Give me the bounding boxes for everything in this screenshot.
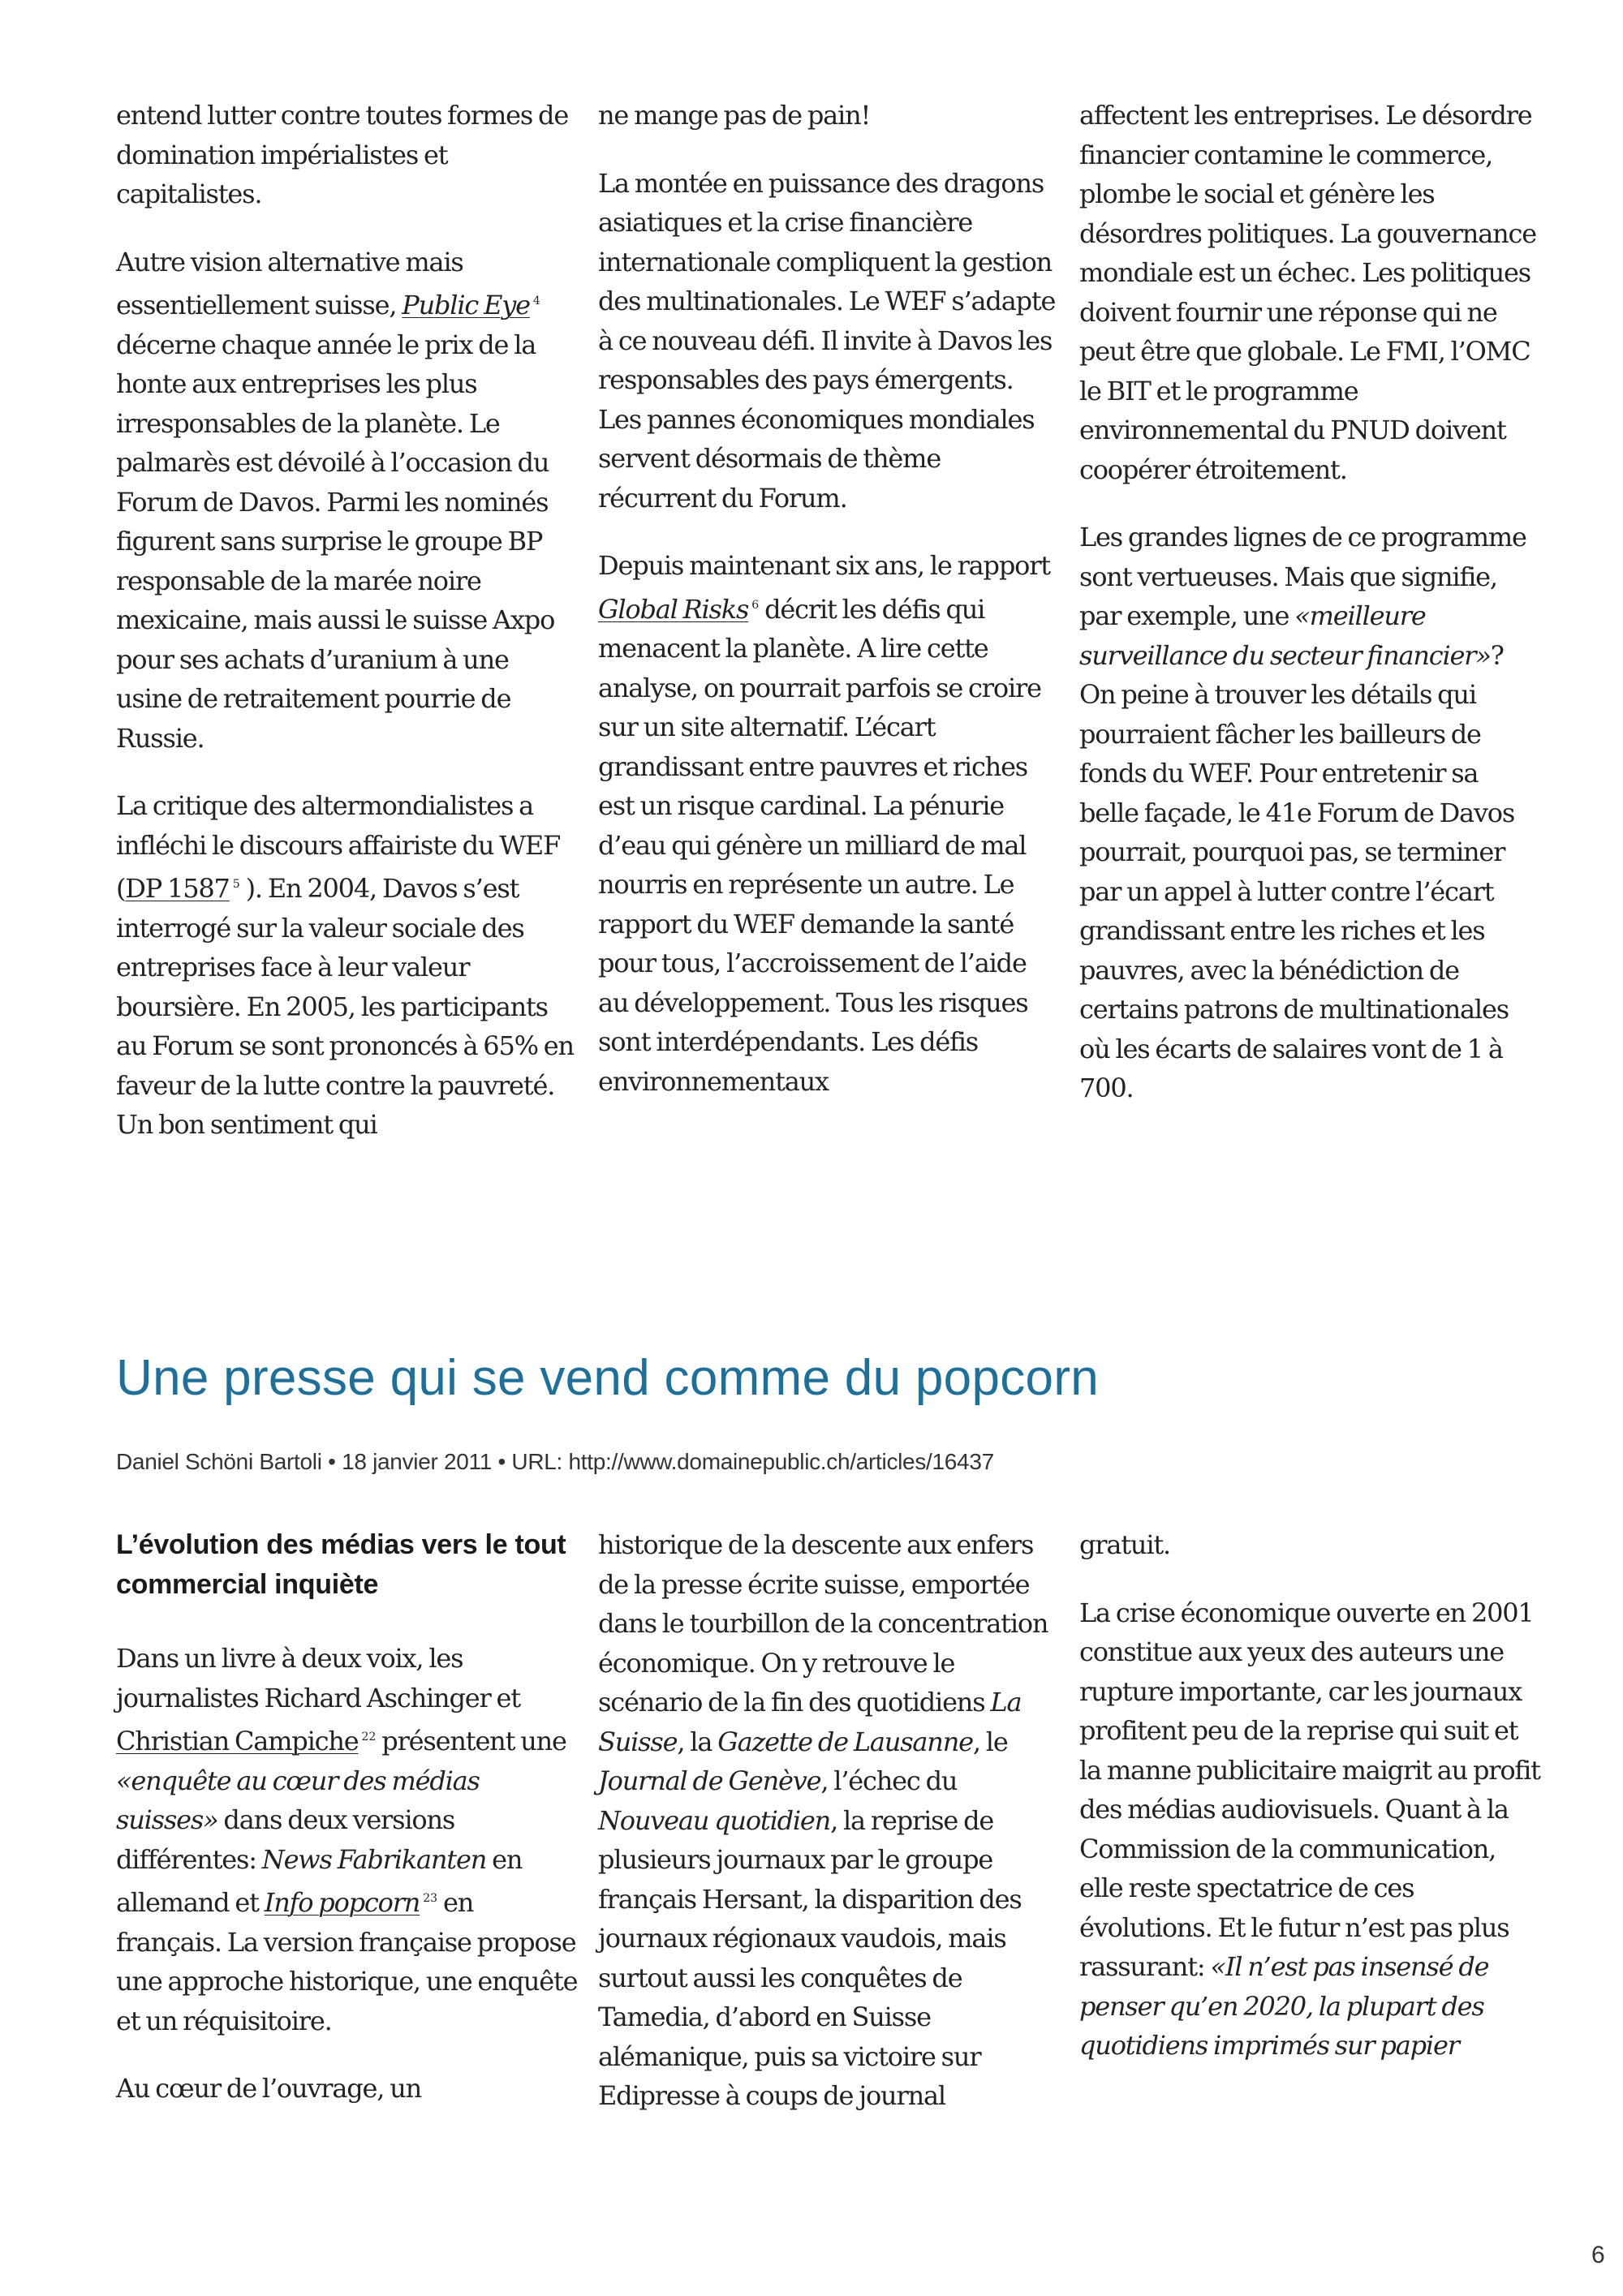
dp-1587-link[interactable]: DP 1587	[125, 873, 230, 904]
info-popcorn-link[interactable]: Info popcorn	[264, 1887, 420, 1918]
footnote-ref: 5	[232, 878, 240, 891]
footnote-ref: 4	[532, 295, 540, 307]
paragraph: La montée en puissance des dragons asiatiques et la crise financière internationale compliquent la gestion des multinationales. Le WEF s’adapte à ce nouveau défi. Il invite à Davos les responsables des pays émergents. Les pannes économiques mondiales servent désormais de thème récurrent du Forum.	[598, 167, 1056, 514]
newspaper-title: Gazette de Lausanne	[717, 1726, 973, 1757]
paragraph: Autre vision alternative mais essentiellement suisse, Public Eye $^4$ décerne chaque année le prix de la honte aux entreprises les plus irresponsables de la planète. Le palmarès est dévoilé à l’occasion du Forum de Davos. Parmi les nominés figurent sans surprise le groupe BP responsable de la marée noire mexicaine, mais aussi le suisse Axpo pour ses achats d’uranium à une usine de retraitement pourrie de Russie.	[116, 246, 555, 754]
footnote-ref: 23	[423, 1892, 438, 1905]
quote: «Il n’est pas insensé de penser qu’en 2020, la plupart des quotidiens imprimés sur papier	[1079, 1951, 1489, 2061]
paragraph: La critique des altermondialistes a infléchi le discours affairiste du WEF (DP 1587 $^5$ ). En 2004, Davos s’est interrogé sur la valeur sociale des entreprises face à leur valeur boursière. En 2005, les participants au Forum se sont prononcés à 65% en faveur de la lutte contre la pauvreté. Un bon sentiment qui	[116, 790, 574, 1140]
paragraph: gratuit.	[1079, 1529, 1170, 1560]
page-number: 6	[1591, 2242, 1605, 2268]
footnote-ref: 6	[751, 598, 760, 612]
christian-campiche-link[interactable]: Christian Campiche	[116, 1726, 359, 1756]
paragraph: historique de la descente aux enfers de la presse écrite suisse, emportée dans le tourbillon de la concentration économique. On y retrouve le scénario de la fin des quotidiens La Suisse, la Gazette de Lausanne, le Journal de Genève, l’échec du Nouveau quotidien, la reprise de plusieurs journaux par le groupe français Hersant, la disparition des journaux régionaux vaudois, mais surtout aussi les conquêtes de Tamedia, d’abord en Suisse alémanique, puis sa victoire sur Edipresse à coups de journal	[598, 1529, 1048, 2111]
paragraph: ne mange pas de pain!	[598, 100, 871, 131]
paragraph: Les grandes lignes de ce programme sont vertueuses. Mais que signifie, par exemple, une «meilleure surveillance du secteur financier»? On peine à trouver les détails qui pourraient fâcher les bailleurs de fonds du WEF. Pour entretenir sa belle façade, le 41e Forum de Davos pourrait, pourquoi pas, se terminer par un appel à lutter contre l’écart grandissant entre les riches et les pauvres, avec la bénédiction de certains patrons de multinationales où les écarts de salaires vont de 1 à 700.	[1079, 522, 1526, 1103]
public-eye-link[interactable]: Public Eye	[402, 290, 530, 320]
article-subtitle: L’évolution des médias vers le tout commercial inquiète	[116, 1529, 566, 1600]
paragraph: affectent les entreprises. Le désordre financier contamine le commerce, plombe le social et génère les désordres politiques. La gouvernance mondiale est un échec. Les politiques doivent fournir une réponse qui ne peut être que globale. Le FMI, l’OMC le BIT et le programme environnemental du PNUD doivent coopérer étroitement.	[1079, 100, 1536, 485]
quote: «meilleure surveillance du secteur financier»	[1079, 600, 1491, 671]
article-title: Une presse qui se vend comme du popcorn	[116, 1350, 1100, 1406]
newspaper-title: La Suisse	[598, 1687, 1022, 1757]
article2-column-3	[1079, 1525, 1542, 2066]
book-title: News Fabrikanten	[261, 1843, 487, 1875]
article2-column-2	[598, 1525, 1061, 2116]
newspaper-title: Nouveau quotidien	[598, 1804, 831, 1836]
paragraph: Au cœur de l’ouvrage, un	[116, 2073, 422, 2104]
newspaper-title: Journal de Genève	[598, 1765, 821, 1796]
footnote-ref: 22	[361, 1731, 377, 1743]
article2-column-1	[116, 1525, 579, 2109]
article1-column-2	[598, 96, 1061, 1101]
article1-column-3	[1079, 96, 1542, 1108]
quote: «enquête au cœur des médias suisses»	[116, 1765, 480, 1835]
paragraph: La crise économique ouverte en 2001 constitue aux yeux des auteurs une rupture importante, car les journaux profitent peu de la reprise qui suit et la manne publicitaire maigrit au profit des médias audiovisuels. Quant à la Commission de la communication, elle reste spectatrice de ces évolutions. Et le futur n’est pas plus rassurant: «Il n’est pas insensé de penser qu’en 2020, la plupart des quotidiens imprimés sur papier	[1079, 1597, 1540, 2061]
paragraph: Dans un livre à deux voix, les journalistes Richard Aschinger et Christian Campiche $^{22}$ présentent une «enquête au cœur des médias suisses» dans deux versions différentes: News Fabrikanten en allemand et Info popcorn $^{23}$ en français. La version française propose une approche historique, une enquête et un réquisitoire.	[116, 1643, 578, 2036]
paragraph: Depuis maintenant six ans, le rapport Global Risks $^6$ décrit les défis qui menacent la planète. A lire cette analyse, on pourrait parfois se croire sur un site alternatif. L’écart grandissant entre pauvres et riches est un risque cardinal. La pénurie d’eau qui génère un milliard de mal nourris en représente un autre. Le rapport du WEF demande la santé pour tous, l’accroissement de l’aide au développement. Tous les risques sont interdépendants. Les défis environnementaux	[598, 550, 1050, 1097]
article1-column-1	[116, 96, 579, 1145]
global-risks-link[interactable]: Global Risks	[598, 593, 749, 625]
paragraph: entend lutter contre toutes formes de domination impérialistes et capitalistes.	[116, 100, 569, 209]
article-byline: Daniel Schöni Bartoli • 18 janvier 2011 • URL: http://www.domainepublic.ch/articles/16437	[116, 1449, 994, 1474]
